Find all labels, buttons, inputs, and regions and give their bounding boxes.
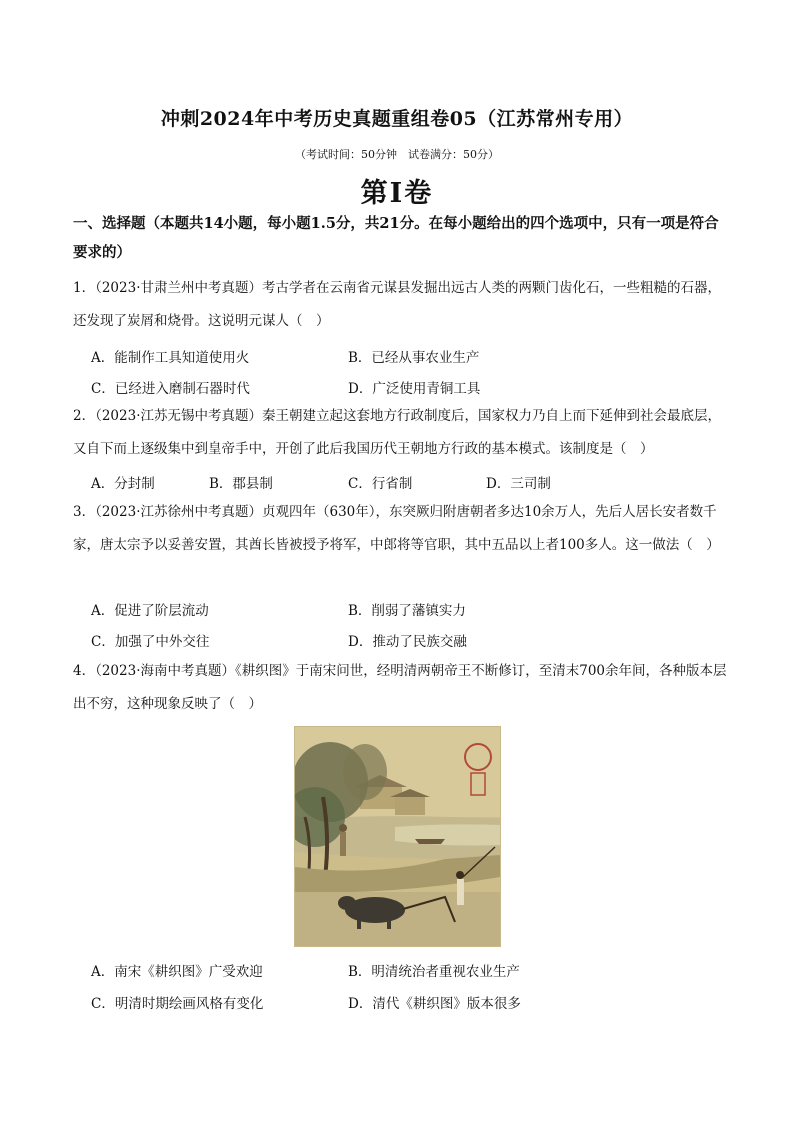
volume-heading: 第Ⅰ卷 xyxy=(360,178,434,209)
gengzhi-painting-image xyxy=(294,726,501,947)
question-3-option-b[interactable]: B．削弱了藩镇实力 xyxy=(348,603,466,619)
section-heading: 一、选择题（本题共14小题，每小题1.5分，共21分。在每小题给出的四个选项中，只有一项是符合要求的） xyxy=(73,215,719,261)
question-3-stem: 3．（2023·江苏徐州中考真题）贞观四年（630年），东突厥归附唐朝者多达10余万人，先后人居长安者数千家，唐太宗予以妥善安置，其酋长皆被授予将军，中郎将等官职，其中五品以上者100多人。这一做法（ ） xyxy=(73,504,720,553)
question-3-option-d[interactable]: D．推动了民族交融 xyxy=(348,634,467,650)
question-1-stem: 1．（2023·甘肃兰州中考真题）考古学者在云南省元谋县发掘出远古人类的两颗门齿化石，一些粗糙的石器，还发现了炭屑和烧骨。这说明元谋人（ ） xyxy=(73,280,721,329)
question-2-option-a[interactable]: A．分封制 xyxy=(91,476,155,492)
question-2-option-c[interactable]: C．行省制 xyxy=(348,476,413,492)
question-1-option-c[interactable]: C．已经进入磨制石器时代 xyxy=(91,381,250,397)
question-2-option-d[interactable]: D．三司制 xyxy=(486,476,551,492)
question-1-option-a[interactable]: A．能制作工具知道使用火 xyxy=(91,350,250,366)
exam-title: 冲刺2024年中考历史真题重组卷05（江苏常州专用） xyxy=(160,108,634,130)
exam-subtitle: （考试时间：50分钟 试卷满分：50分） xyxy=(295,148,499,161)
question-4-option-b[interactable]: B．明清统治者重视农业生产 xyxy=(348,964,520,980)
question-4-option-c[interactable]: C．明清时期绘画风格有变化 xyxy=(91,996,264,1012)
question-3-option-c[interactable]: C．加强了中外交往 xyxy=(91,634,210,650)
question-1-option-b[interactable]: B．已经从事农业生产 xyxy=(348,350,480,366)
question-2-stem: 2．（2023·江苏无锡中考真题）秦王朝建立起这套地方行政制度后，国家权力乃自上而下延伸到社会最底层，又自下而上逐级集中到皇帝手中，开创了此后我国历代王朝地方行政的基本模式。该制度是（ ） xyxy=(73,408,721,457)
question-3-option-a[interactable]: A．促进了阶层流动 xyxy=(91,603,209,619)
question-4-option-a[interactable]: A．南宋《耕织图》广受欢迎 xyxy=(91,964,263,980)
question-2-option-b[interactable]: B．郡县制 xyxy=(209,476,273,492)
question-4-option-d[interactable]: D．清代《耕织图》版本很多 xyxy=(348,996,521,1012)
question-4-stem: 4．（2023·海南中考真题）《耕织图》于南宋问世，经明清两朝帝王不断修订，至清末700余年间，各种版本层出不穷，这种现象反映了（ ） xyxy=(73,663,727,712)
question-1-option-d[interactable]: D．广泛使用青铜工具 xyxy=(348,381,481,397)
